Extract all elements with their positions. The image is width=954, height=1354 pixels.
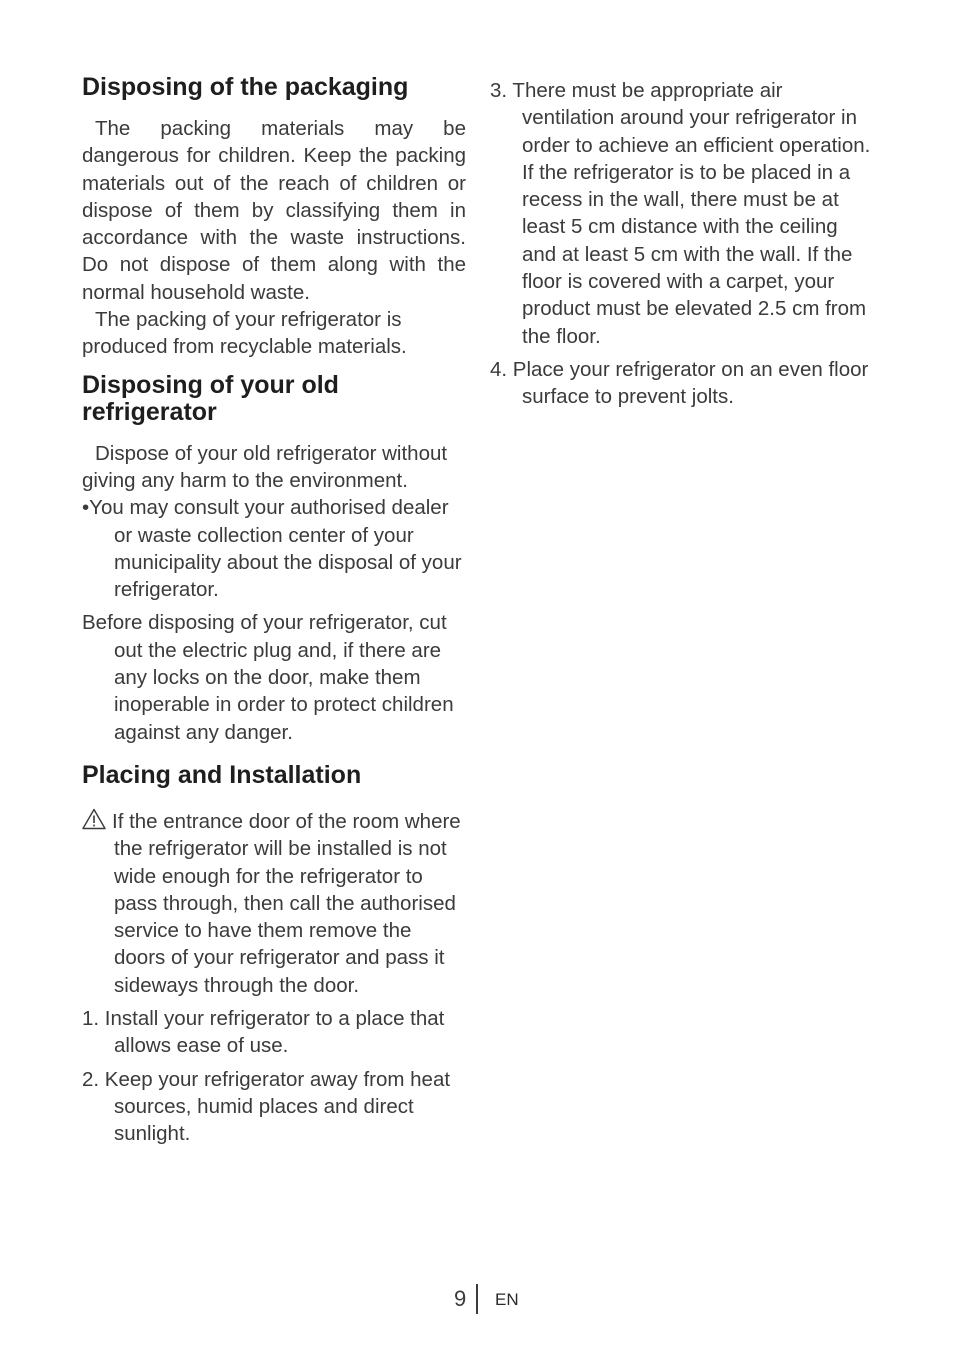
heading-placing-installation: Placing and Installation xyxy=(82,760,362,789)
list-item-3: 3. There must be appropriate air ventilation around your refrigerator in order to achieve an efficient operation. If the refrigerator is to be placed in a recess in the wall, there must be at least 5 cm distance with the ceiling and at least 5 cm with the wall. If the floor is covered with a carpet, your product must be elevated 2.5 cm from the floor. xyxy=(490,79,871,348)
right-column xyxy=(490,77,872,411)
footer-divider xyxy=(476,1284,478,1314)
left-column xyxy=(82,74,466,1148)
warning-triangle-icon xyxy=(82,808,106,830)
paragraph-packaging-danger: The packing materials may be dangerous for children. Keep the packing materials out of the reach of children or dispose of them by classifying them in accordance with the waste instructions. Do not dispose of them along with the normal household waste. xyxy=(82,117,466,304)
paragraph-cut-plug: Before disposing of your refrigerator, cut out the electric plug and, if there are any locks on the door, make them inoperable in order to protect children against any danger. xyxy=(82,611,454,744)
language-code: EN xyxy=(495,1290,519,1309)
warning-text: If the entrance door of the room where the refrigerator will be installed is not wide enough for the refrigerator to pass through, then call the authorised service to have them remove the doors of your refrigerator and pass it sideways through the door. xyxy=(112,809,461,997)
paragraph-dispose-old: Dispose of your old refrigerator without giving any harm to the environment. xyxy=(82,441,448,492)
heading-disposing-packaging: Disposing of the packaging xyxy=(82,73,409,101)
warning-door-width xyxy=(82,808,466,999)
page-number: 9 xyxy=(454,1286,467,1311)
heading-disposing-old-refrigerator: Disposing of your old refrigerator xyxy=(82,370,339,426)
list-item-2: 2. Keep your refrigerator away from heat sources, humid places and direct sunlight. xyxy=(82,1067,451,1146)
list-item-1: 1. Install your refrigerator to a place that allows ease of use. xyxy=(82,1007,445,1058)
bullet-consult-dealer: •You may consult your authorised dealer or waste collection center of your municipality about the disposal of your refrigerator. xyxy=(82,496,462,602)
paragraph-packaging-recyclable: The packing of your refrigerator is produced from recyclable materials. xyxy=(82,308,407,359)
list-item-4: 4. Place your refrigerator on an even floor surface to prevent jolts. xyxy=(490,357,869,409)
